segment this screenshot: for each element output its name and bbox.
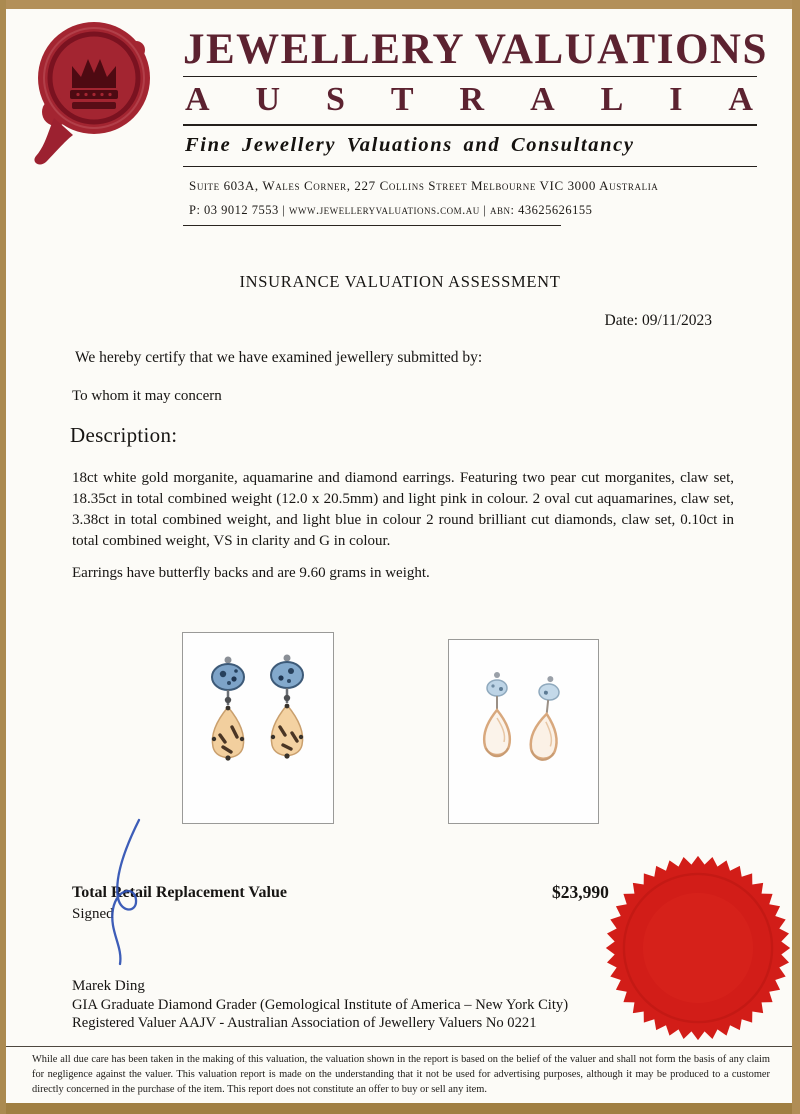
scan-edge-top <box>0 0 800 9</box>
total-replacement-value: $23,990 <box>552 882 609 902</box>
letterhead-rule-4 <box>183 225 561 226</box>
brand-name: JEWELLERY VALUATIONS <box>183 26 768 73</box>
company-contact: P: 03 9012 7553 | www.jewelleryvaluations.com.au | abn: 43625626155 <box>189 203 593 218</box>
scan-edge-left <box>0 0 6 1114</box>
description-body: 18ct white gold morganite, aquamarine and diamond earrings. Featuring two pear cut morganites, claw set, 18.35ct in total combined weight (12.0 x 20.5mm) and light pink in colour. 2 oval cut aquamarines, claw set, 3.38ct in total combined weight, and light blue in colour 2 round brilliant cut diamonds, claw set, 0.10ct in total combined weight, VS in clarity and G in colour. <box>72 470 734 549</box>
earrings-photo-side <box>448 639 599 824</box>
brand-country: A U S T R A L I A <box>185 81 753 119</box>
letterhead-rule-1 <box>183 76 757 77</box>
addressee-line: To whom it may concern <box>72 388 222 404</box>
letterhead-rule-3 <box>183 166 757 167</box>
valuer-credential-1: GIA Graduate Diamond Grader (Gemological Institute of America – New York City) <box>72 996 569 1013</box>
earrings-photo-front <box>182 632 334 824</box>
earrings-front-image <box>183 633 333 823</box>
scan-edge-bottom <box>0 1103 800 1114</box>
scan-edge-right <box>792 0 800 1114</box>
letterhead <box>183 26 768 226</box>
date-line: Date: 09/11/2023 <box>604 312 712 329</box>
letterhead-rule-2 <box>183 124 757 126</box>
signed-label: Signed <box>72 906 114 922</box>
document-title: INSURANCE VALUATION ASSESSMENT <box>239 272 561 291</box>
certify-statement: We hereby certify that we have examined jewellery submitted by: <box>75 349 483 366</box>
valuer-credential-2: Registered Valuer AAJV - Australian Association of Jewellery Valuers No 0221 <box>72 1015 537 1032</box>
wax-seal-logo <box>20 14 162 166</box>
earrings-side-image <box>449 640 598 823</box>
disclaimer-text: While all due care has been taken in the making of this valuation, the valuation shown in the report is based on the belief of the valuer and shall not form the basis of any claim for negligence against the valuer. This valuation report is made on the understanding that it not be used for advertising purposes, although it may be produced to a customer directly concerned in the purchase of the item. This report does not constitute an offer to buy or sell any item. <box>32 1054 770 1095</box>
weight-line: Earrings have butterfly backs and are 9.60 grams in weight. <box>72 565 430 581</box>
description-heading: Description: <box>70 423 178 447</box>
total-replacement-label: Total Retail Replacement Value <box>72 884 287 901</box>
valuer-name: Marek Ding <box>72 978 145 994</box>
valuer-block <box>72 977 568 1033</box>
red-seal <box>603 853 793 1043</box>
footer-divider <box>0 1046 800 1047</box>
company-address: Suite 603A, Wales Corner, 227 Collins Street Melbourne VIC 3000 Australia <box>189 178 659 194</box>
brand-tagline: Fine Jewellery Valuations and Consultancy <box>185 134 635 157</box>
